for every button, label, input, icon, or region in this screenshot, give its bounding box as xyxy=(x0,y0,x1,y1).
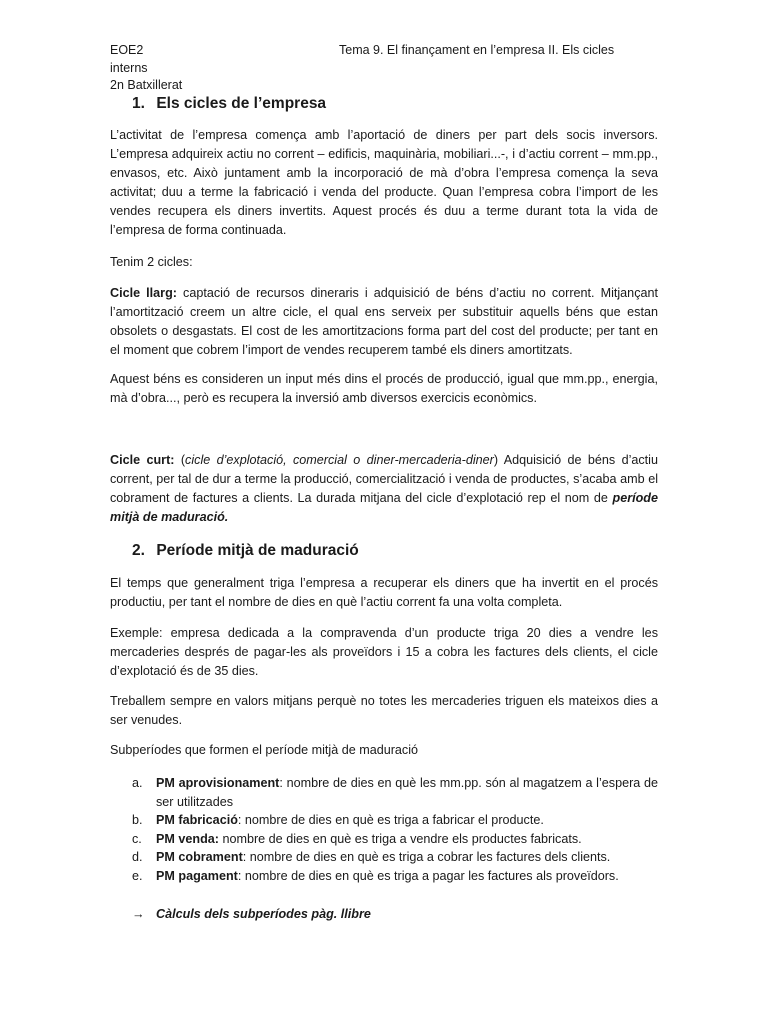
list-item-label: PM pagament xyxy=(156,868,238,883)
list-item xyxy=(110,830,658,849)
cicle-curt-italic: cicle d’explotació, comercial o diner-mercaderia-diner xyxy=(185,453,494,467)
list-marker: e. xyxy=(132,868,143,883)
list-item-text: : nombre de dies en què es triga a cobrar les factures dels clients. xyxy=(242,850,611,865)
calculs-text: Càlculs dels subperíodes pàg. llibre xyxy=(156,907,371,921)
course-code: EOE2 xyxy=(110,43,144,57)
section-2-number: 2. xyxy=(132,542,145,559)
paragraph-subperiodes: Subperíodes que formen el període mitjà de maduració xyxy=(110,743,419,757)
arrow-right-icon: → xyxy=(132,907,145,921)
list-item-label: PM venda: xyxy=(156,831,219,846)
subperiodes-list xyxy=(110,774,658,886)
paragraph-intro: L’activitat de l’empresa comença amb l’aportació de diners per part dels socis inversors. L’empresa adquireix actiu no corrent – edificis, maquinària, mobiliari...-, i d’actiu corrent – mm.pp., envasos, etc. Això juntament amb la incorporació de mà d’obra l’empresa comença la seva activitat; duu a terme la fabricació i venda del producte. Quan l’empresa cobra l’import de les vendes recupera els diners invertits. Aquest procés és duu a terme durant tota la vida de l’empresa de forma continuada. xyxy=(110,128,658,237)
paragraph-temps: El temps que generalment triga l’empresa a recuperar els diners que ha invertit en el procés productiu, per tant el nombre de dies en què l’actiu corrent fa una volta completa. xyxy=(110,576,658,609)
list-item xyxy=(110,867,658,886)
cicle-curt-text: ) Adquisició de béns d’actiu corrent, per tal de dur a terme la producció, comercialització i venda de productes, s’acaba amb el cobrament de factures a clients. La durada mitjana del cicle d’explotació rep el nom de xyxy=(110,453,658,505)
section-1-heading xyxy=(132,94,326,114)
list-marker: a. xyxy=(132,776,143,790)
list-item xyxy=(110,811,658,830)
list-item-text: nombre de dies en què es triga a vendre els productes fabricats. xyxy=(218,831,582,846)
list-item-label: PM aprovisionament xyxy=(156,776,280,790)
paragraph-cicle-llarg xyxy=(110,284,658,360)
cicle-llarg-label: Cicle llarg: xyxy=(110,286,177,300)
section-1-number: 1. xyxy=(132,95,145,112)
cicle-curt-term: període mitjà de maduració. xyxy=(110,491,658,524)
list-marker: c. xyxy=(132,831,142,846)
paragraph-tenim: Tenim 2 cicles: xyxy=(110,255,193,269)
course-code-wrap: interns xyxy=(110,60,148,75)
section-1-title: Els cicles de l’empresa xyxy=(156,95,327,112)
cicle-curt-label: Cicle curt: xyxy=(110,453,175,467)
list-marker: d. xyxy=(132,850,143,865)
paragraph-exemple: Exemple: empresa dedicada a la compravenda d’un producte triga 20 dies a vendre les mercaderies després de pagar-les als proveïdors i 15 a cobra les factures dels clients, el cicle d’explotació és de 35 dies. xyxy=(110,626,658,678)
paragraph-treballem: Treballem sempre en valors mitjans perquè no totes les mercaderies triguen els mateixos dies a ser venudes. xyxy=(110,694,658,727)
list-item-label: PM cobrament xyxy=(156,850,243,865)
list-item xyxy=(110,848,658,867)
list-item-text: : nombre de dies en què es triga a pagar les factures als proveïdors. xyxy=(237,868,619,883)
calculs-line xyxy=(132,905,371,924)
list-item-text: : nombre de dies en què es triga a fabricar el producte. xyxy=(237,813,544,828)
list-item-text: : nombre de dies en què les mm.pp. són al magatzem a l’espera de ser utilitzades xyxy=(156,776,658,809)
cicle-curt-open: ( xyxy=(174,453,186,467)
header-topic: Tema 9. El finançament en l’empresa II. Els cicles xyxy=(339,43,615,57)
list-item-label: PM fabricació xyxy=(156,813,238,828)
section-2-title: Període mitjà de maduració xyxy=(156,542,359,559)
header-left xyxy=(110,42,182,95)
paragraph-aquest: Aquest béns es consideren un input més dins el procés de producció, igual que mm.pp., energia, mà d’obra..., però es recupera la inversió amb diversos exercicis econòmics. xyxy=(110,372,658,405)
list-marker: b. xyxy=(132,813,143,828)
list-item xyxy=(110,774,658,811)
cicle-llarg-text: captació de recursos dineraris i adquisició de béns d’actiu no corrent. Mitjançant l’amortització creem un altre cicle, el qual ens serveix per substituir aquells béns que estan obsolets o desgastats. El cost de les amortitzacions forma part del cost del producte; per tant en el moment que cobrem l’import de vendes recuperem també els diners amortitzats. xyxy=(110,286,658,357)
section-2-heading xyxy=(132,541,359,561)
paragraph-cicle-curt xyxy=(110,451,658,527)
course-level: 2n Batxillerat xyxy=(110,78,183,92)
